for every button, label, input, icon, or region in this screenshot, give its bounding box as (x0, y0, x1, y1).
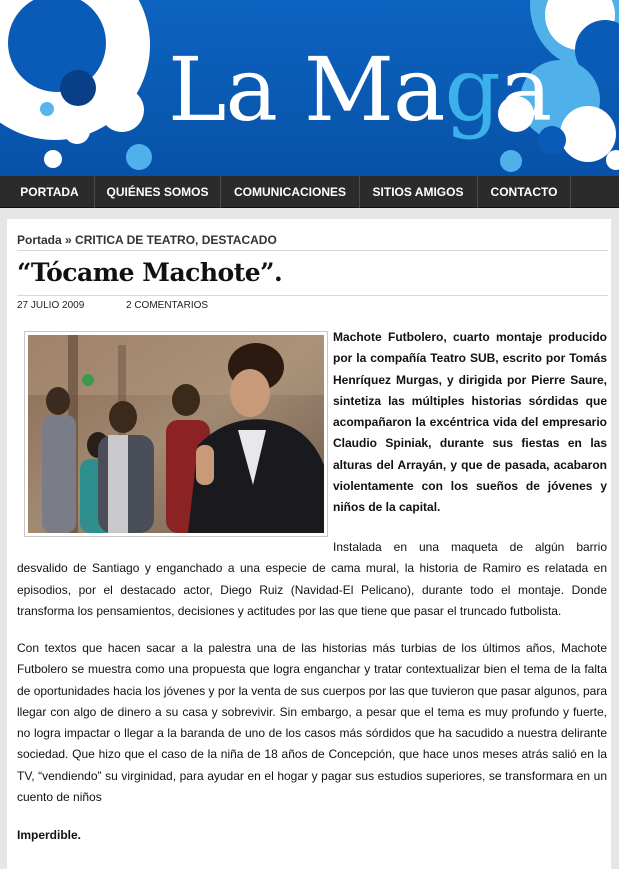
breadcrumb (17, 233, 277, 247)
decorative-bubble (500, 150, 522, 172)
logo-text-part: a (499, 38, 552, 141)
post-paragraph-2: Con textos que hacen sacar a la palestra una de las historias más turbias de los últimos años, Machote Futbolero se muestra como una propuesta que logra enganchar y tratar contextualizar bien el tema de la falta de oportunidades hacia los jóvenes y por la venta de sus cuerpos por las que tuvieron que pasar algunos, para llegar con algo de dinero a su casa y sobrevivir. Sin embargo, a pesar que el tema es muy profundo y fuerte, no logra impactar o llegar a la baranda de uno de los casos más sórdidos que ha sacudido a nuestra delirante sociedad. Que hizo que el caso de la niña de 18 años de Concepción, que hace unos meses atrás salió en la TV, “vendiendo” su virginidad, para ayudar en el hogar y pagar sus estudios superiores, se transformara en un cuento de niños (17, 641, 607, 805)
nav-divider (477, 176, 478, 208)
breadcrumb-categories[interactable]: CRITICA DE TEATRO, DESTACADO (75, 233, 277, 247)
nav-item-contacto[interactable]: CONTACTO (490, 185, 558, 199)
decorative-bubble (40, 102, 54, 116)
decorative-bubble (64, 118, 90, 144)
post-lead-paragraph: Machote Futbolero, cuarto montaje producido por la compañía Teatro SUB, escrito por Tomás Henríquez Murgas, y dirigida por Pierre Saure, sintetiza las múltiples historias sórdidas que acompañaron la excéntrica vida del empresario Claudio Spiniak, durante sus fiestas en las alturas del Arrayán, y que de pasada, acabaron violentamente con los sueños de jóvenes y niños de la capital. (333, 330, 607, 515)
post-paragraph-1: Instalada en una maqueta de algún barrio desvalido de Santiago y enganchado a una especie de cama mural, la historia de Ramiro es relatada en episodios, por el destacado actor, Diego Ruiz (Navidad-El Pelicano), durante todo el montaje. Donde transforma los pensamientos, decisiones y actitudes por las que tiene que pasar el truncado futbolista. (17, 540, 607, 618)
breadcrumb-home-link[interactable]: Portada (17, 233, 62, 247)
decorative-bubble (126, 144, 152, 170)
actors-photo (28, 335, 324, 533)
post-photo (24, 331, 328, 537)
nav-divider (570, 176, 571, 208)
nav-divider (94, 176, 95, 208)
logo-text-part: La Ma (168, 38, 445, 141)
post-closing: Imperdible. (17, 828, 82, 842)
nav-divider (359, 176, 360, 208)
breadcrumb-divider (17, 250, 608, 251)
nav-item-portada[interactable]: PORTADA (20, 185, 79, 199)
meta-divider (17, 295, 608, 296)
nav-item-comunicaciones[interactable]: COMUNICACIONES (233, 185, 346, 199)
logo-accent-letter: g (444, 38, 500, 141)
decorative-bubble (44, 150, 62, 168)
main-nav (0, 175, 619, 208)
decorative-bubble (606, 150, 619, 170)
decorative-bubble (100, 88, 144, 132)
breadcrumb-separator: » (61, 233, 76, 247)
site-header (0, 0, 619, 175)
post-title[interactable]: “Tócame Machote”. (17, 258, 283, 287)
nav-item-quienes-somos[interactable]: QUIÉNES SOMOS (106, 185, 209, 199)
post-comments-link[interactable]: 2 COMENTARIOS (126, 300, 209, 311)
nav-item-sitios-amigos[interactable]: SITIOS AMIGOS (372, 185, 464, 199)
site-logo[interactable] (168, 38, 552, 141)
post-date: 27 JULIO 2009 (17, 300, 85, 311)
decorative-bubble (60, 70, 96, 106)
nav-divider (220, 176, 221, 208)
